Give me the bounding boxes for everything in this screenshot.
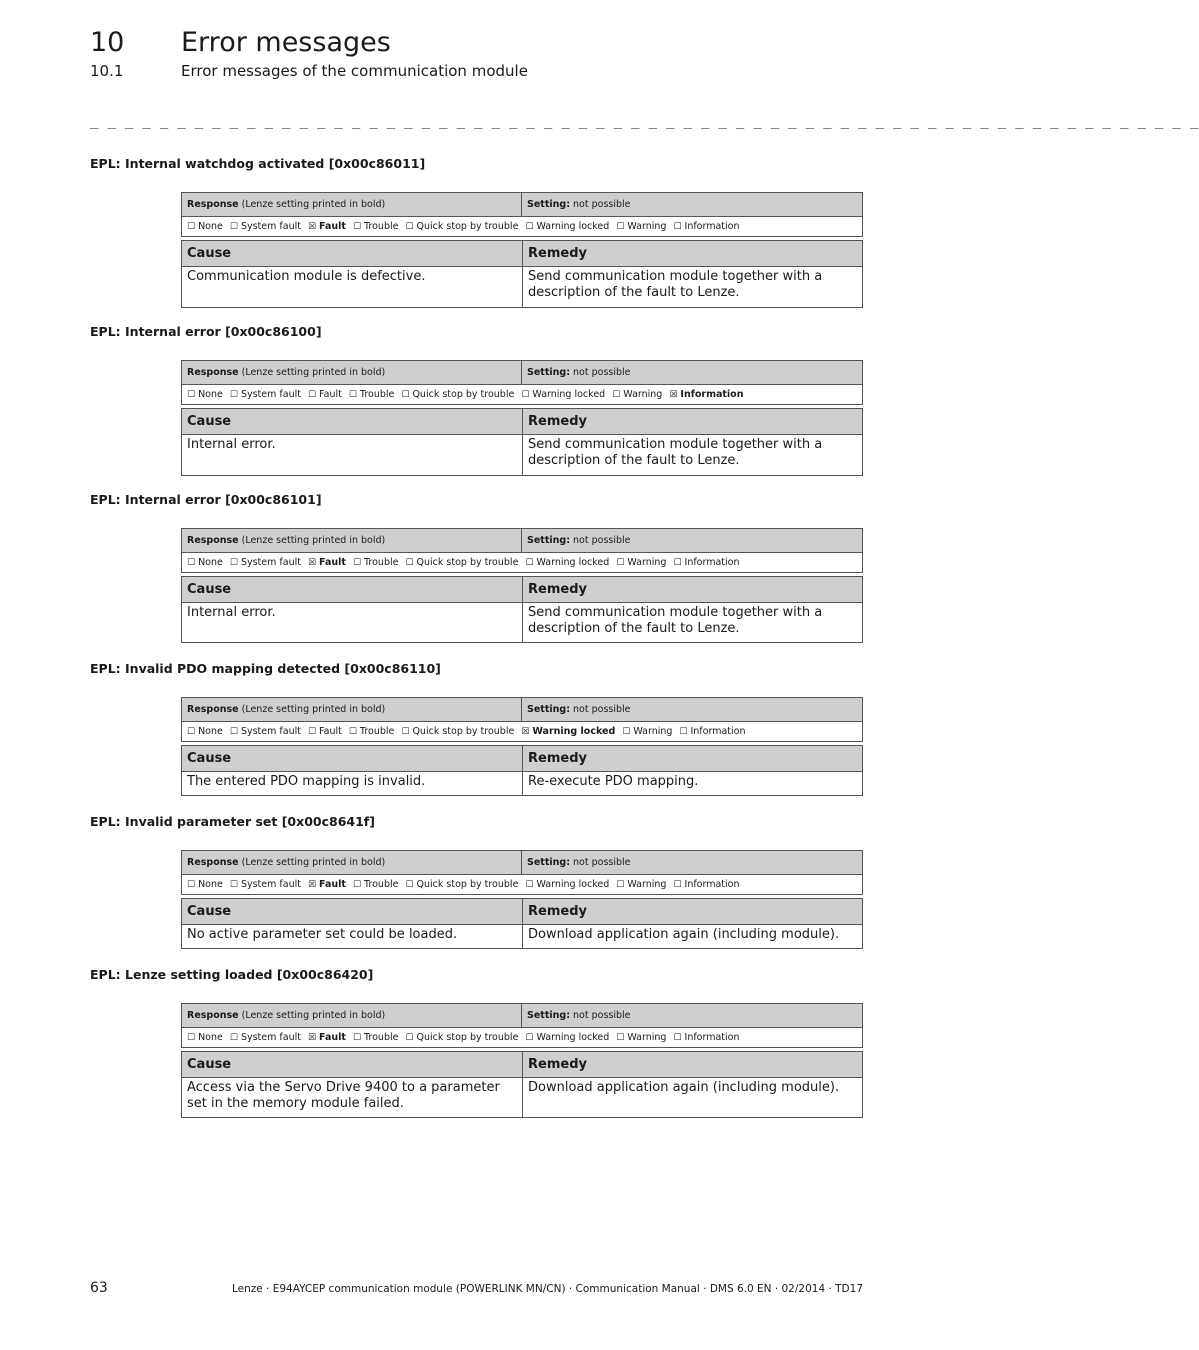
response-option-label: Warning (623, 389, 663, 400)
response-option (405, 1032, 518, 1043)
response-option-label: None (198, 879, 223, 890)
cause-remedy-table (181, 240, 863, 308)
response-option-label: Warning locked (532, 726, 616, 737)
response-option (187, 221, 223, 232)
setting-label: Setting: (527, 1010, 570, 1021)
response-table (181, 1003, 863, 1048)
checkbox-empty-icon: ☐ (187, 390, 196, 400)
response-option-label: Information (684, 221, 740, 232)
setting-label: Setting: (527, 199, 570, 210)
response-option (308, 879, 346, 890)
response-option (525, 221, 609, 232)
checkbox-empty-icon: ☐ (348, 727, 357, 737)
response-option (353, 557, 399, 568)
response-note: (Lenze setting printed in bold) (238, 367, 386, 378)
response-label-cell (182, 361, 522, 384)
response-option-label: Fault (319, 221, 346, 232)
response-option (616, 557, 666, 568)
cause-remedy-table (181, 898, 863, 949)
response-option-label: Information (690, 726, 746, 737)
response-label: Response (187, 199, 239, 210)
cause-remedy-row (182, 925, 862, 948)
checkbox-empty-icon: ☐ (307, 727, 317, 737)
response-option-label: Warning (627, 1032, 667, 1043)
cause-remedy-header (182, 241, 862, 267)
response-option (353, 1032, 399, 1043)
setting-label: Setting: (527, 857, 570, 868)
response-option-label: System fault (240, 389, 301, 400)
footer-text: Lenze · E94AYCEP communication module (POWERLINK MN/CN) · Communication Manual · DMS 6.0 EN · 02/2014 · TD17 (231, 1283, 863, 1295)
checkbox-empty-icon: ☐ (679, 727, 688, 737)
error-heading: EPL: Invalid PDO mapping detected [0x00c86110] (90, 661, 441, 676)
checkbox-empty-icon: ☐ (673, 1033, 682, 1043)
checkbox-empty-icon: ☐ (405, 222, 414, 232)
setting-label: Setting: (527, 704, 570, 715)
cause-remedy-header (182, 577, 862, 603)
checkbox-empty-icon: ☐ (229, 880, 238, 890)
response-option-label: Fault (319, 557, 346, 568)
checkbox-empty-icon: ☐ (673, 558, 682, 568)
checkbox-empty-icon: ☐ (622, 727, 631, 737)
response-option (230, 221, 301, 232)
remedy-header: Remedy (528, 246, 587, 261)
cause-header: Cause (182, 746, 523, 771)
setting-cell (522, 529, 862, 552)
cause-remedy-row (182, 435, 862, 475)
setting-value: not possible (570, 857, 631, 868)
error-heading: EPL: Internal error [0x00c86100] (90, 324, 322, 339)
setting-value: not possible (570, 704, 631, 715)
checkbox-empty-icon: ☐ (352, 1033, 362, 1043)
response-option (187, 557, 223, 568)
response-option (353, 879, 399, 890)
remedy-cell: Re-execute PDO mapping. (528, 774, 699, 789)
section-title: Error messages of the communication module (181, 62, 528, 80)
checkbox-empty-icon: ☐ (229, 558, 238, 568)
response-option-label: None (198, 221, 223, 232)
response-table (181, 697, 863, 742)
checkbox-empty-icon: ☐ (673, 222, 682, 232)
cause-header: Cause (182, 241, 523, 266)
chapter-title: Error messages (181, 27, 391, 58)
response-label-cell (182, 529, 522, 552)
checkbox-empty-icon: ☐ (229, 222, 238, 232)
checkbox-empty-icon: ☐ (616, 1033, 625, 1043)
response-option (308, 221, 346, 232)
remedy-cell: Send communication module together with a description of the fault to Lenze. (528, 437, 823, 468)
response-label: Response (187, 857, 239, 868)
response-option-label: None (198, 1032, 223, 1043)
error-heading: EPL: Internal error [0x00c86101] (90, 492, 322, 507)
response-label: Response (187, 704, 239, 715)
response-header-row (182, 529, 862, 553)
response-option-label: Quick stop by trouble (416, 879, 519, 890)
response-option-label: Information (684, 557, 740, 568)
cause-cell: Internal error. (182, 435, 523, 475)
checkbox-checked-icon: ☒ (669, 390, 678, 400)
response-option-label: Warning (633, 726, 673, 737)
response-option-label: Information (680, 389, 744, 400)
checkbox-checked-icon: ☒ (307, 1033, 317, 1043)
error-heading: EPL: Invalid parameter set [0x00c8641f] (90, 814, 375, 829)
response-option (405, 221, 518, 232)
response-option-label: Trouble (364, 1032, 399, 1043)
response-label: Response (187, 1010, 239, 1021)
response-option (308, 389, 342, 400)
response-label: Response (187, 535, 239, 546)
response-option (616, 221, 666, 232)
response-option-label: Warning locked (536, 1032, 610, 1043)
response-label-cell (182, 851, 522, 874)
checkbox-empty-icon: ☐ (405, 558, 414, 568)
response-option (308, 1032, 346, 1043)
response-option (622, 726, 672, 737)
cause-cell: No active parameter set could be loaded. (182, 925, 523, 948)
cause-cell: Access via the Servo Drive 9400 to a parameter set in the memory module failed. (182, 1078, 523, 1117)
cause-header: Cause (182, 1052, 523, 1077)
response-option (525, 1032, 609, 1043)
response-option-label: Trouble (359, 389, 395, 400)
response-option-label: Warning (627, 221, 667, 232)
cause-header: Cause (182, 409, 523, 434)
response-option (349, 726, 395, 737)
error-heading: EPL: Lenze setting loaded [0x00c86420] (90, 967, 374, 982)
response-option-label: Quick stop by trouble (412, 726, 515, 737)
checkbox-checked-icon: ☒ (521, 727, 530, 737)
response-option (405, 879, 518, 890)
response-option-label: Quick stop by trouble (416, 557, 519, 568)
response-header-row (182, 851, 862, 875)
checkbox-empty-icon: ☐ (229, 727, 238, 737)
response-option-label: Fault (319, 726, 342, 737)
response-option-label: Fault (319, 1032, 346, 1043)
response-option (401, 389, 514, 400)
response-option-label: Warning locked (536, 879, 610, 890)
response-option-label: System fault (240, 1032, 301, 1043)
response-option (401, 726, 514, 737)
setting-label: Setting: (527, 367, 570, 378)
response-option-label: Warning locked (536, 221, 610, 232)
checkbox-empty-icon: ☐ (307, 390, 317, 400)
response-option-label: Trouble (364, 557, 399, 568)
response-option (230, 389, 301, 400)
response-note: (Lenze setting printed in bold) (238, 535, 386, 546)
checkbox-checked-icon: ☒ (307, 222, 317, 232)
response-label-cell (182, 193, 522, 216)
cause-remedy-header (182, 1052, 862, 1078)
remedy-header: Remedy (528, 582, 587, 597)
response-option-label: Fault (319, 389, 342, 400)
response-table (181, 850, 863, 895)
setting-cell (522, 851, 862, 874)
response-option (230, 726, 301, 737)
cause-cell: Communication module is defective. (182, 267, 523, 307)
response-option (187, 1032, 223, 1043)
remedy-cell: Send communication module together with a description of the fault to Lenze. (528, 269, 823, 300)
response-option (230, 557, 301, 568)
remedy-cell: Download application again (including module). (528, 1080, 840, 1095)
response-options-row (182, 1028, 862, 1047)
response-label-cell (182, 698, 522, 721)
response-header-row (182, 193, 862, 217)
response-option (525, 557, 609, 568)
cause-remedy-header (182, 409, 862, 435)
response-option-label: None (198, 726, 223, 737)
checkbox-empty-icon: ☐ (525, 880, 534, 890)
response-option-label: Information (684, 1032, 740, 1043)
checkbox-checked-icon: ☒ (307, 880, 317, 890)
setting-value: not possible (570, 1010, 631, 1021)
checkbox-empty-icon: ☐ (352, 222, 362, 232)
response-option (521, 389, 605, 400)
remedy-header: Remedy (528, 904, 587, 919)
response-options-row (182, 385, 862, 404)
response-option-label: Quick stop by trouble (412, 389, 515, 400)
response-option-label: Trouble (364, 879, 399, 890)
cause-header: Cause (182, 577, 523, 602)
response-label: Response (187, 367, 239, 378)
remedy-cell: Download application again (including module). (528, 927, 840, 942)
response-note: (Lenze setting printed in bold) (238, 1010, 386, 1021)
response-option-label: Warning (627, 879, 667, 890)
response-option-label: None (198, 389, 223, 400)
response-header-row (182, 1004, 862, 1028)
response-option (669, 389, 743, 400)
page-number: 63 (90, 1280, 108, 1296)
checkbox-checked-icon: ☒ (307, 558, 317, 568)
response-option-label: Fault (319, 879, 346, 890)
response-option (679, 726, 745, 737)
response-options-row (182, 875, 862, 894)
response-label-cell (182, 1004, 522, 1027)
setting-cell (522, 1004, 862, 1027)
checkbox-empty-icon: ☐ (352, 880, 362, 890)
checkbox-empty-icon: ☐ (616, 558, 625, 568)
cause-remedy-row (182, 772, 862, 795)
response-option-label: System fault (240, 221, 301, 232)
checkbox-empty-icon: ☐ (525, 1033, 534, 1043)
response-option (612, 389, 662, 400)
response-option-label: System fault (240, 726, 301, 737)
cause-remedy-row (182, 603, 862, 642)
response-option-label: Warning locked (532, 389, 606, 400)
checkbox-empty-icon: ☐ (405, 880, 414, 890)
response-option (308, 726, 342, 737)
response-option-label: System fault (240, 879, 301, 890)
remedy-header: Remedy (528, 414, 587, 429)
response-option-label: System fault (240, 557, 301, 568)
checkbox-empty-icon: ☐ (229, 1033, 238, 1043)
response-option (673, 557, 739, 568)
checkbox-empty-icon: ☐ (348, 390, 357, 400)
response-option (187, 879, 223, 890)
checkbox-empty-icon: ☐ (616, 222, 625, 232)
setting-cell (522, 698, 862, 721)
response-option (405, 557, 518, 568)
checkbox-empty-icon: ☐ (187, 727, 196, 737)
response-option (616, 1032, 666, 1043)
response-option (230, 879, 301, 890)
remedy-header: Remedy (528, 751, 587, 766)
checkbox-empty-icon: ☐ (352, 558, 362, 568)
response-table (181, 528, 863, 573)
response-option (187, 726, 223, 737)
response-option-label: Trouble (359, 726, 395, 737)
setting-value: not possible (570, 199, 631, 210)
checkbox-empty-icon: ☐ (187, 880, 196, 890)
response-option (187, 389, 223, 400)
response-note: (Lenze setting printed in bold) (238, 199, 386, 210)
cause-remedy-row (182, 1078, 862, 1117)
checkbox-empty-icon: ☐ (525, 222, 534, 232)
response-option (353, 221, 399, 232)
cause-remedy-table (181, 408, 863, 476)
checkbox-empty-icon: ☐ (401, 727, 410, 737)
response-option-label: Warning locked (536, 557, 610, 568)
response-option-label: Information (684, 879, 740, 890)
chapter-number: 10 (90, 27, 125, 58)
checkbox-empty-icon: ☐ (229, 390, 238, 400)
response-option (230, 1032, 301, 1043)
response-option (525, 879, 609, 890)
response-table (181, 192, 863, 237)
remedy-cell: Send communication module together with a description of the fault to Lenze. (528, 605, 823, 636)
setting-value: not possible (570, 535, 631, 546)
response-option-label: Quick stop by trouble (416, 1032, 519, 1043)
response-option (673, 221, 739, 232)
response-options-row (182, 553, 862, 572)
cause-remedy-row (182, 267, 862, 307)
checkbox-empty-icon: ☐ (187, 222, 196, 232)
cause-remedy-header (182, 899, 862, 925)
response-option-label: Quick stop by trouble (416, 221, 519, 232)
cause-remedy-table (181, 745, 863, 796)
response-table (181, 360, 863, 405)
checkbox-empty-icon: ☐ (187, 1033, 196, 1043)
response-options-row (182, 722, 862, 741)
setting-label: Setting: (527, 535, 570, 546)
separator-line: _ _ _ _ _ _ _ _ _ _ _ _ _ _ _ _ _ _ _ _ _ _ _ _ _ _ _ _ _ _ _ _ _ _ _ _ _ _ _ _ _ _ _ _ _ _ _ _ _ _ _ _ _ _ _ _ _ _ _ _ _ _ _ _ (90, 113, 1199, 129)
response-option-label: Trouble (364, 221, 399, 232)
setting-cell (522, 193, 862, 216)
response-note: (Lenze setting printed in bold) (238, 857, 386, 868)
section-number: 10.1 (90, 62, 124, 80)
cause-remedy-header (182, 746, 862, 772)
response-note: (Lenze setting printed in bold) (238, 704, 386, 715)
response-option-label: None (198, 557, 223, 568)
checkbox-empty-icon: ☐ (616, 880, 625, 890)
checkbox-empty-icon: ☐ (673, 880, 682, 890)
cause-cell: Internal error. (182, 603, 523, 642)
response-option (616, 879, 666, 890)
checkbox-empty-icon: ☐ (521, 390, 530, 400)
response-option (673, 879, 739, 890)
response-option (673, 1032, 739, 1043)
response-options-row (182, 217, 862, 236)
checkbox-empty-icon: ☐ (525, 558, 534, 568)
cause-remedy-table (181, 1051, 863, 1118)
checkbox-empty-icon: ☐ (401, 390, 410, 400)
checkbox-empty-icon: ☐ (187, 558, 196, 568)
response-option (521, 726, 615, 737)
setting-cell (522, 361, 862, 384)
response-option-label: Warning (627, 557, 667, 568)
setting-value: not possible (570, 367, 631, 378)
response-option (308, 557, 346, 568)
cause-cell: The entered PDO mapping is invalid. (182, 772, 523, 795)
error-heading: EPL: Internal watchdog activated [0x00c86011] (90, 156, 426, 171)
response-header-row (182, 361, 862, 385)
response-option (349, 389, 395, 400)
response-header-row (182, 698, 862, 722)
checkbox-empty-icon: ☐ (405, 1033, 414, 1043)
remedy-header: Remedy (528, 1057, 587, 1072)
cause-header: Cause (182, 899, 523, 924)
checkbox-empty-icon: ☐ (612, 390, 621, 400)
cause-remedy-table (181, 576, 863, 643)
